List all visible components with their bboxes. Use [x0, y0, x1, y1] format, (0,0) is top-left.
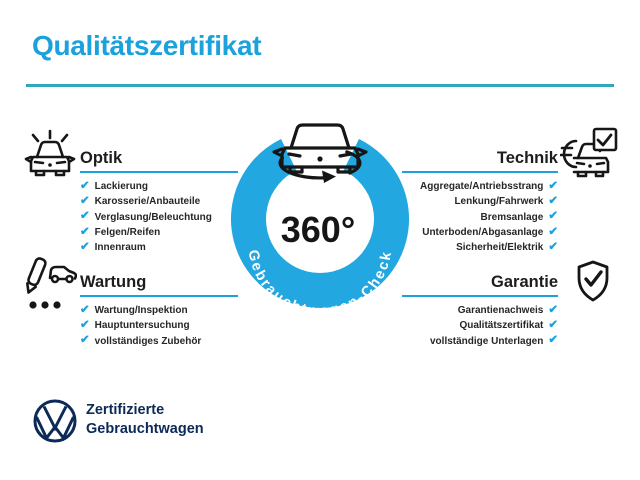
checklist-item: [80, 240, 238, 255]
section-underline: [80, 171, 238, 173]
section-title-wartung: Wartung: [80, 273, 147, 291]
check-icon: ✔: [80, 334, 90, 347]
item-label: vollständige Unterlagen: [430, 335, 544, 347]
checklist-item: [80, 225, 238, 240]
item-label: Verglasung/Beleuchtung: [94, 211, 212, 223]
car-checkbox-icon: [560, 127, 618, 181]
checklist-item: [402, 240, 558, 255]
item-label: Bremsanlage: [480, 211, 544, 223]
check-icon: ✔: [80, 210, 90, 223]
checklist-technik: [402, 179, 558, 255]
item-label: Unterboden/Abgasanlage: [422, 227, 544, 239]
section-garantie: [402, 272, 558, 349]
checklist-item: [80, 334, 238, 349]
check-icon: ✔: [548, 225, 558, 238]
check-icon: ✔: [548, 179, 558, 192]
shiny-car-icon: [22, 126, 78, 180]
checklist-item: [402, 303, 558, 318]
360-check-ring: [220, 119, 420, 319]
item-label: Lenkung/Fahrwerk: [454, 196, 544, 208]
section-wartung: [80, 272, 238, 349]
item-label: Lackierung: [94, 181, 148, 193]
title-divider: [26, 84, 614, 87]
check-icon: ✔: [548, 210, 558, 223]
check-icon: ✔: [80, 241, 90, 254]
section-underline: [402, 295, 558, 297]
checklist-wartung: [80, 303, 238, 349]
checklist-item: [80, 318, 238, 333]
check-icon: ✔: [548, 195, 558, 208]
check-icon: ✔: [80, 303, 90, 316]
brand-claim-line2: Gebrauchtwagen: [86, 421, 204, 437]
check-icon: ✔: [80, 195, 90, 208]
check-icon: ✔: [80, 225, 90, 238]
checklist-optik: [80, 179, 238, 255]
checklist-item: [80, 179, 238, 194]
section-underline: [402, 171, 558, 173]
checklist-item: [402, 194, 558, 209]
item-label: Aggregate/Antriebsstrang: [420, 181, 544, 193]
360-value: 360°: [280, 209, 356, 250]
item-label: Felgen/Reifen: [94, 227, 161, 239]
item-label: Hauptuntersuchung: [94, 320, 190, 332]
item-label: Innenraum: [94, 242, 146, 254]
check-icon: ✔: [548, 319, 558, 332]
center-badge: [220, 119, 420, 319]
section-optik: [80, 148, 238, 255]
checklist-item: [402, 225, 558, 240]
brand-claim-line1: Zertifizierte: [86, 402, 165, 418]
check-icon: ✔: [80, 319, 90, 332]
checklist-item: [402, 318, 558, 333]
checklist-garantie: [402, 303, 558, 349]
check-icon: ✔: [548, 334, 558, 347]
section-underline: [80, 295, 238, 297]
check-icon: ✔: [80, 179, 90, 192]
item-label: Sicherheit/Elektrik: [456, 242, 544, 254]
checklist-item: [402, 210, 558, 225]
item-label: Karosserie/Anbauteile: [94, 196, 201, 208]
check-icon: ✔: [548, 241, 558, 254]
check-icon: ✔: [548, 303, 558, 316]
section-title-garantie: Garantie: [491, 273, 558, 291]
section-technik: [402, 148, 558, 255]
checklist-item: [80, 303, 238, 318]
shield-check-icon: [574, 259, 612, 305]
item-label: Garantienachweis: [457, 305, 544, 317]
item-label: vollständiges Zubehör: [94, 335, 202, 347]
service-checklist-icon: [21, 256, 77, 314]
page-title: Qualitätszertifikat: [32, 30, 262, 61]
checklist-item: [402, 179, 558, 194]
section-title-optik: Optik: [80, 149, 123, 167]
checklist-item: [80, 194, 238, 209]
item-label: Wartung/Inspektion: [94, 305, 188, 317]
item-label: Qualitätszertifikat: [459, 320, 544, 332]
checklist-item: [402, 334, 558, 349]
section-title-technik: Technik: [496, 149, 558, 167]
ring-label: Gebrauchtwagen-Check: [244, 248, 396, 319]
brand-claim: [86, 401, 204, 439]
vw-logo: [32, 398, 78, 444]
checklist-item: [80, 210, 238, 225]
